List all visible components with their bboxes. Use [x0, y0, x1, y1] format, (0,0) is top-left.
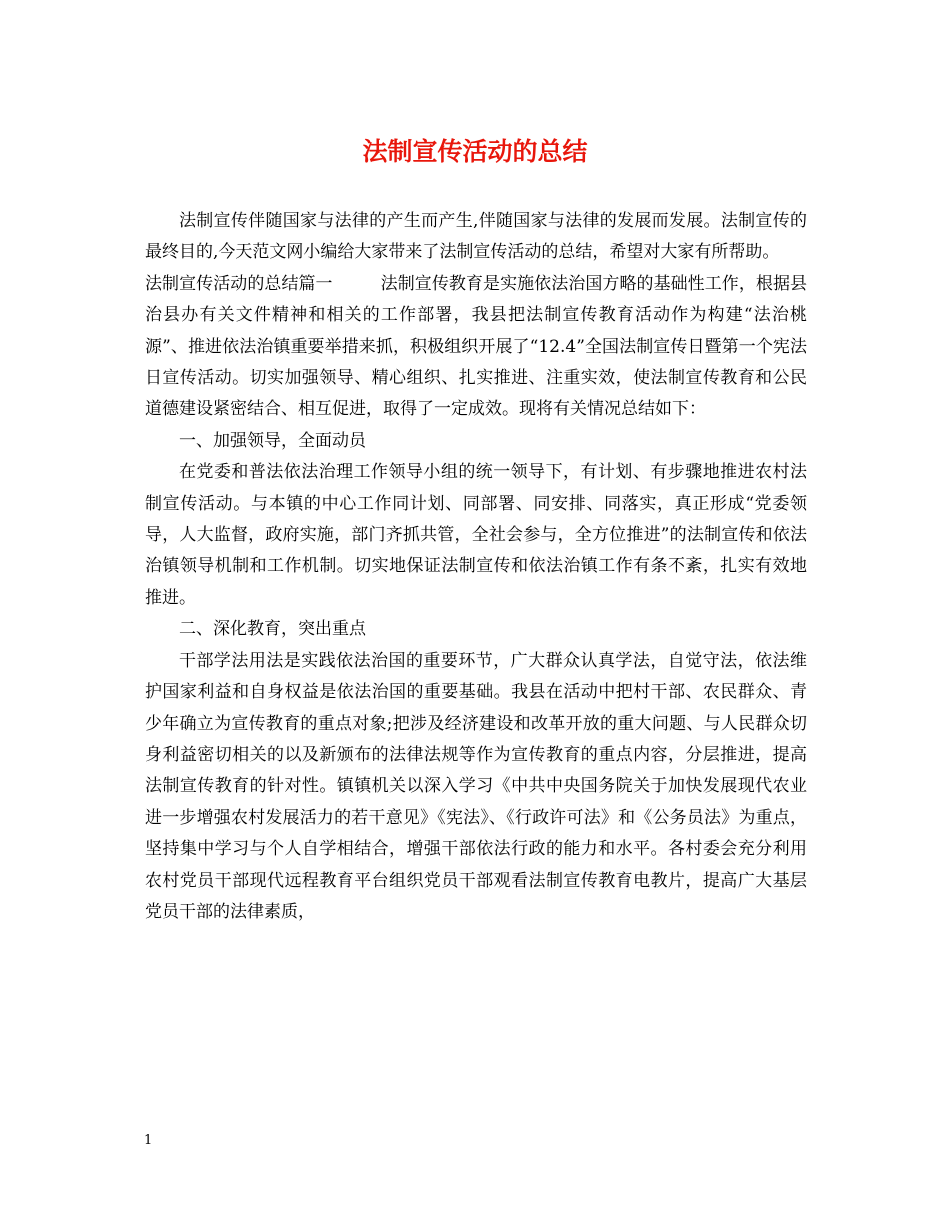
paragraph-education: 干部学法用法是实践依法治国的重要环节，广大群众认真学法，自觉守法，依法维护国家利益和自身权益是依法治国的重要基础。我县在活动中把村干部、农民群众、青少年确立为宣传教育的重点对象;把涉及经济建设和改革开放的重大问题、与人民群众切身利益密切相关的以及新颁布的法律法规等作为宣传教育的重点内容，分层推进，提高法制宣传教育的针对性。镇镇机关以深入学习《中共中央国务院关于加快发展现代农业进一步增强农村发展活力的若干意见》《宪法》、《行政许可法》和《公务员法》为重点，坚持集中学习与个人自学相结合，增强干部依法行政的能力和水平。各村委会充分利用农村党员干部现代远程教育平台组织党员干部观看法制宣传教育电教片，提高广大基层党员干部的法律素质， — [145, 650, 807, 922]
page-number: 1 — [144, 1133, 153, 1148]
paragraph-section-one-text: 法制宣传教育是实施依法治国方略的基础性工作，根据县治县办有关文件精神和相关的工作部署，我县把法制宣传教育活动作为构建“法治桃源”、推进依法治镇重要举措来抓，积极组织开展了“12.4”全国法制宣传日暨第一个宪法日宣传活动。切实加强领导、精心组织、扎实推进、注重实效，使法制宣传教育和公民道德建设紧密结合、相互促进，取得了一定成效。现将有关情况总结如下： — [145, 273, 808, 420]
heading-two: 二、深化教育，突出重点 — [179, 619, 366, 640]
paragraph-lead: 法制宣传活动的总结篇一 — [145, 273, 333, 294]
heading-one: 一、加强领导，全面动员 — [179, 430, 366, 451]
document-body — [145, 206, 807, 928]
paragraph-section-one — [145, 269, 807, 426]
document-title: 法制宣传活动的总结 — [362, 137, 588, 166]
paragraph-leadership: 在党委和普法依法治理工作领导小组的统一领导下，有计划、有步骤地推进农村法制宣传活动。与本镇的中心工作同计划、同部署、同安排、同落实，真正形成“党委领导，人大监督，政府实施，部门齐抓共管，全社会参与，全方位推进”的法制宣传和依法治镇领导机制和工作机制。切实地保证法制宣传和依法治镇工作有条不紊，扎实有效地推进。 — [145, 462, 807, 608]
paragraph-intro: 法制宣传伴随国家与法律的产生而产生,伴随国家与法律的发展而发展。法制宣传的最终目的,今天范文网小编给大家带来了法制宣传活动的总结，希望对大家有所帮助。 — [145, 211, 807, 263]
